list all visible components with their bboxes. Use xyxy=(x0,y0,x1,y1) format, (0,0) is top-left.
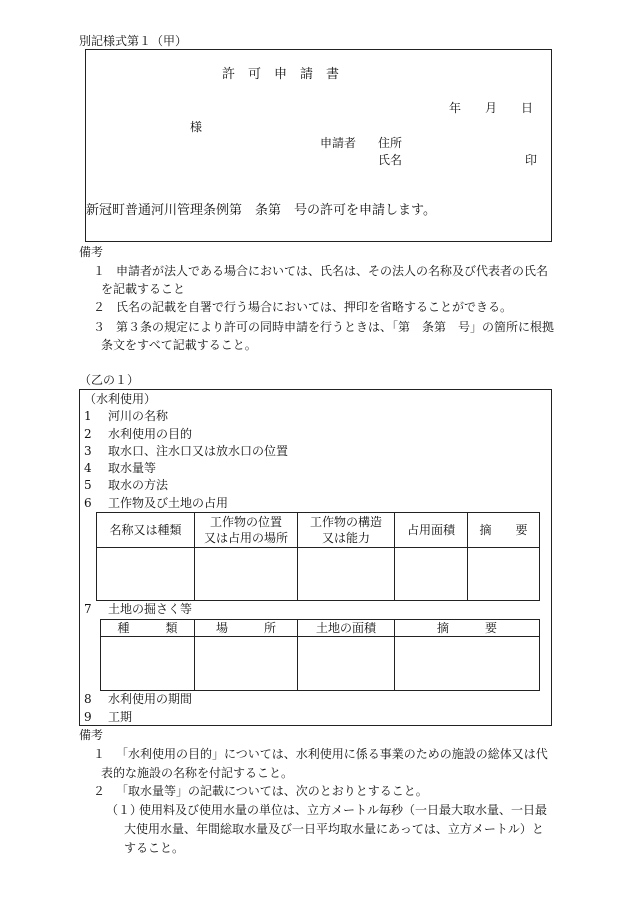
item-number: 5 xyxy=(84,478,92,492)
note-number: １ xyxy=(93,264,106,278)
occupancy-table xyxy=(96,512,540,601)
item-number: 6 xyxy=(84,496,92,510)
note-text: すること。 xyxy=(124,841,185,855)
table-cell[interactable] xyxy=(395,637,540,691)
note-subnumber: （１） xyxy=(106,803,143,817)
table-cell[interactable] xyxy=(298,637,395,691)
note-text: 条文をすべて記載すること。 xyxy=(101,338,257,352)
note-text: 「取水量等」の記載については、次のとおりとすること。 xyxy=(116,784,428,798)
table-cell[interactable] xyxy=(195,548,298,601)
table-header: 摘 要 xyxy=(395,620,540,637)
addressee-suffix: 様 xyxy=(190,120,203,134)
table-header: 場 所 xyxy=(195,620,298,637)
item-number: 3 xyxy=(84,444,92,458)
item-number: 4 xyxy=(84,461,92,475)
item-text: 工期 xyxy=(108,710,133,724)
note-text: 申請者が法人である場合においては、氏名は、その法人の名称及び代表者の氏名 xyxy=(116,264,549,278)
table-header: 摘 要 xyxy=(468,513,540,548)
table-header: 工作物の位置 又は占用の場所 xyxy=(195,513,298,548)
excavation-table xyxy=(100,619,540,691)
note-text: 大使用水量、年間総取水量及び一日平均取水量にあっては、立方メートル）と xyxy=(124,822,544,836)
item-text: 水利使用の期間 xyxy=(108,692,193,706)
table-header: 占用面積 xyxy=(395,513,468,548)
form-b-label: （乙の１） xyxy=(79,373,140,387)
item-text: 取水口、注水口又は放水口の位置 xyxy=(108,444,289,458)
item-number: 7 xyxy=(84,602,92,616)
seal-mark: 印 xyxy=(525,153,538,167)
note-text: 使用料及び使用水量の単位は、立方メートル毎秒（一日最大取水量、一日最 xyxy=(139,803,548,817)
form-label: 別記様式第１（甲） xyxy=(79,34,188,48)
application-statement: 新冠町普通河川管理条例第 条第 号の許可を申請します。 xyxy=(86,203,436,218)
note-text: 氏名の記載を自署で行う場合においては、押印を省略することができる。 xyxy=(116,300,513,314)
item-number: 1 xyxy=(84,409,92,423)
note-text: 第３条の規定により許可の同時申請を行うときは、「第 条第 号」の箇所に根拠 xyxy=(116,320,555,334)
table-cell[interactable] xyxy=(468,548,540,601)
note-text: を記載すること xyxy=(101,282,186,296)
table-cell[interactable] xyxy=(101,637,195,691)
application-date: 年 月 日 xyxy=(449,101,534,115)
application-title: 許 可 申 請 書 xyxy=(222,67,340,82)
address-label: 住所 xyxy=(378,136,403,150)
note-number: １ xyxy=(93,747,106,761)
note-number: ２ xyxy=(93,784,106,798)
table-header: 土地の面積 xyxy=(298,620,395,637)
note-text: 表的な施設の名称を付記すること。 xyxy=(101,766,294,780)
table-header: 種 類 xyxy=(101,620,195,637)
notes-heading: 備考 xyxy=(79,728,104,742)
item-text: 取水量等 xyxy=(108,461,157,475)
applicant-label: 申請者 xyxy=(320,136,357,150)
item-number: 8 xyxy=(84,692,92,706)
note-number: ２ xyxy=(93,300,106,314)
item-number: 9 xyxy=(84,710,92,724)
notes-heading: 備考 xyxy=(79,245,104,259)
table-cell[interactable] xyxy=(395,548,468,601)
note-number: ３ xyxy=(93,320,106,334)
table-header: 工作物の構造 又は能力 xyxy=(298,513,395,548)
item-text: 取水の方法 xyxy=(108,478,169,492)
item-text: 土地の掘さく等 xyxy=(108,602,193,616)
item-text: 工作物及び土地の占用 xyxy=(108,496,229,510)
item-text: 水利使用の目的 xyxy=(108,427,193,441)
table-cell[interactable] xyxy=(298,548,395,601)
item-number: 2 xyxy=(84,427,92,441)
table-cell[interactable] xyxy=(97,548,195,601)
item-text: 河川の名称 xyxy=(108,409,169,423)
form-b-category: （水利使用） xyxy=(84,392,157,406)
table-header: 名称又は種類 xyxy=(97,513,195,548)
name-label: 氏名 xyxy=(378,153,403,167)
note-text: 「水利使用の目的」については、水利使用に係る事業のための施設の総体又は代 xyxy=(116,747,548,761)
table-cell[interactable] xyxy=(195,637,298,691)
